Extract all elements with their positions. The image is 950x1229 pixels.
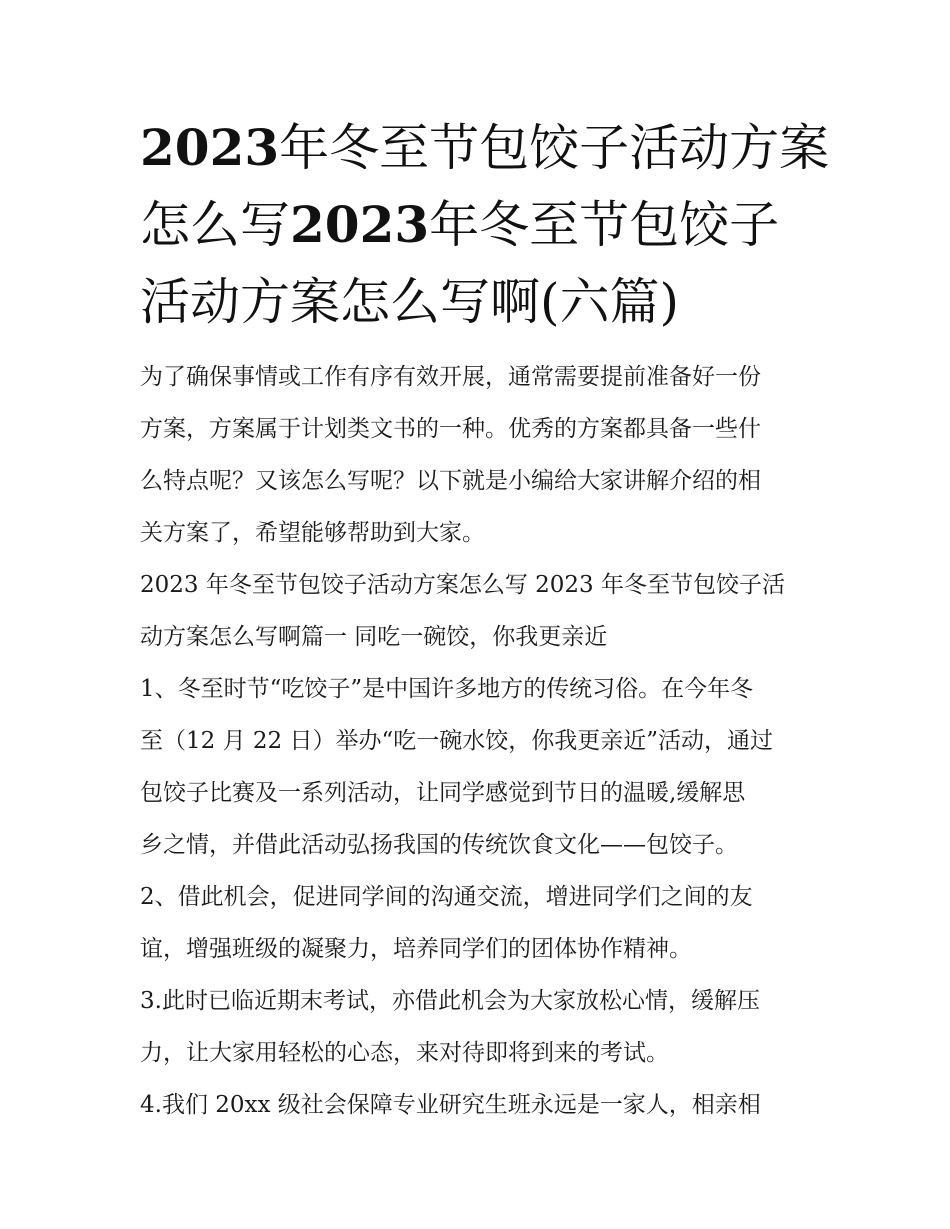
body-line: 乡之情，并借此活动弘扬我国的传统饮食文化——包饺子。 — [140, 832, 738, 858]
body-line: 么特点呢？又该怎么写呢？以下就是小编给大家讲解介绍的相 — [140, 468, 761, 494]
title-text: 怎么写 — [140, 196, 290, 254]
body-line: 2023 年冬至节包饺子活动方案怎么写 2023 年冬至节包饺子活 — [140, 572, 785, 598]
body-line: 至（12 月 22 日）举办“吃一碗水饺，你我更亲近”活动，通过 — [140, 728, 773, 754]
title-year: 2023 — [290, 195, 430, 254]
body-line: 动方案怎么写啊篇一 同吃一碗饺，你我更亲近 — [140, 624, 608, 650]
body-line: 包饺子比赛及一系列活动，让同学感觉到节日的温暖,缓解思 — [140, 780, 746, 806]
title-line-2 — [140, 189, 779, 261]
body-line: 关方案了，希望能够帮助到大家。 — [140, 520, 485, 546]
title-text: 活动方案怎么写啊(六篇) — [140, 273, 680, 331]
body-line: 2、借此机会，促进同学间的沟通交流，增进同学们之间的友 — [140, 884, 753, 910]
body-line: 谊，增强班级的凝聚力，培养同学们的团体协作精神。 — [140, 936, 692, 962]
body-line: 4.我们 20xx 级社会保障专业研究生班永远是一家人，相亲相 — [140, 1092, 761, 1118]
title-year: 2023 — [140, 118, 280, 177]
title-line-3 — [140, 266, 679, 338]
body-line: 力，让大家用轻松的心态，来对待即将到来的考试。 — [140, 1040, 669, 1066]
title-text: 年冬至节包饺子 — [429, 196, 780, 254]
body-line: 1、冬至时节“吃饺子”是中国许多地方的传统习俗。在今年冬 — [140, 676, 754, 702]
title-text: 年冬至节包饺子活动方案 — [279, 119, 830, 177]
title-line-1 — [140, 112, 829, 184]
body-line: 方案，方案属于计划类文书的一种。优秀的方案都具备一些什 — [140, 416, 761, 442]
body-line: 为了确保事情或工作有序有效开展，通常需要提前准备好一份 — [140, 364, 761, 390]
body-line: 3.此时已临近期末考试，亦借此机会为大家放松心情，缓解压 — [140, 988, 760, 1014]
